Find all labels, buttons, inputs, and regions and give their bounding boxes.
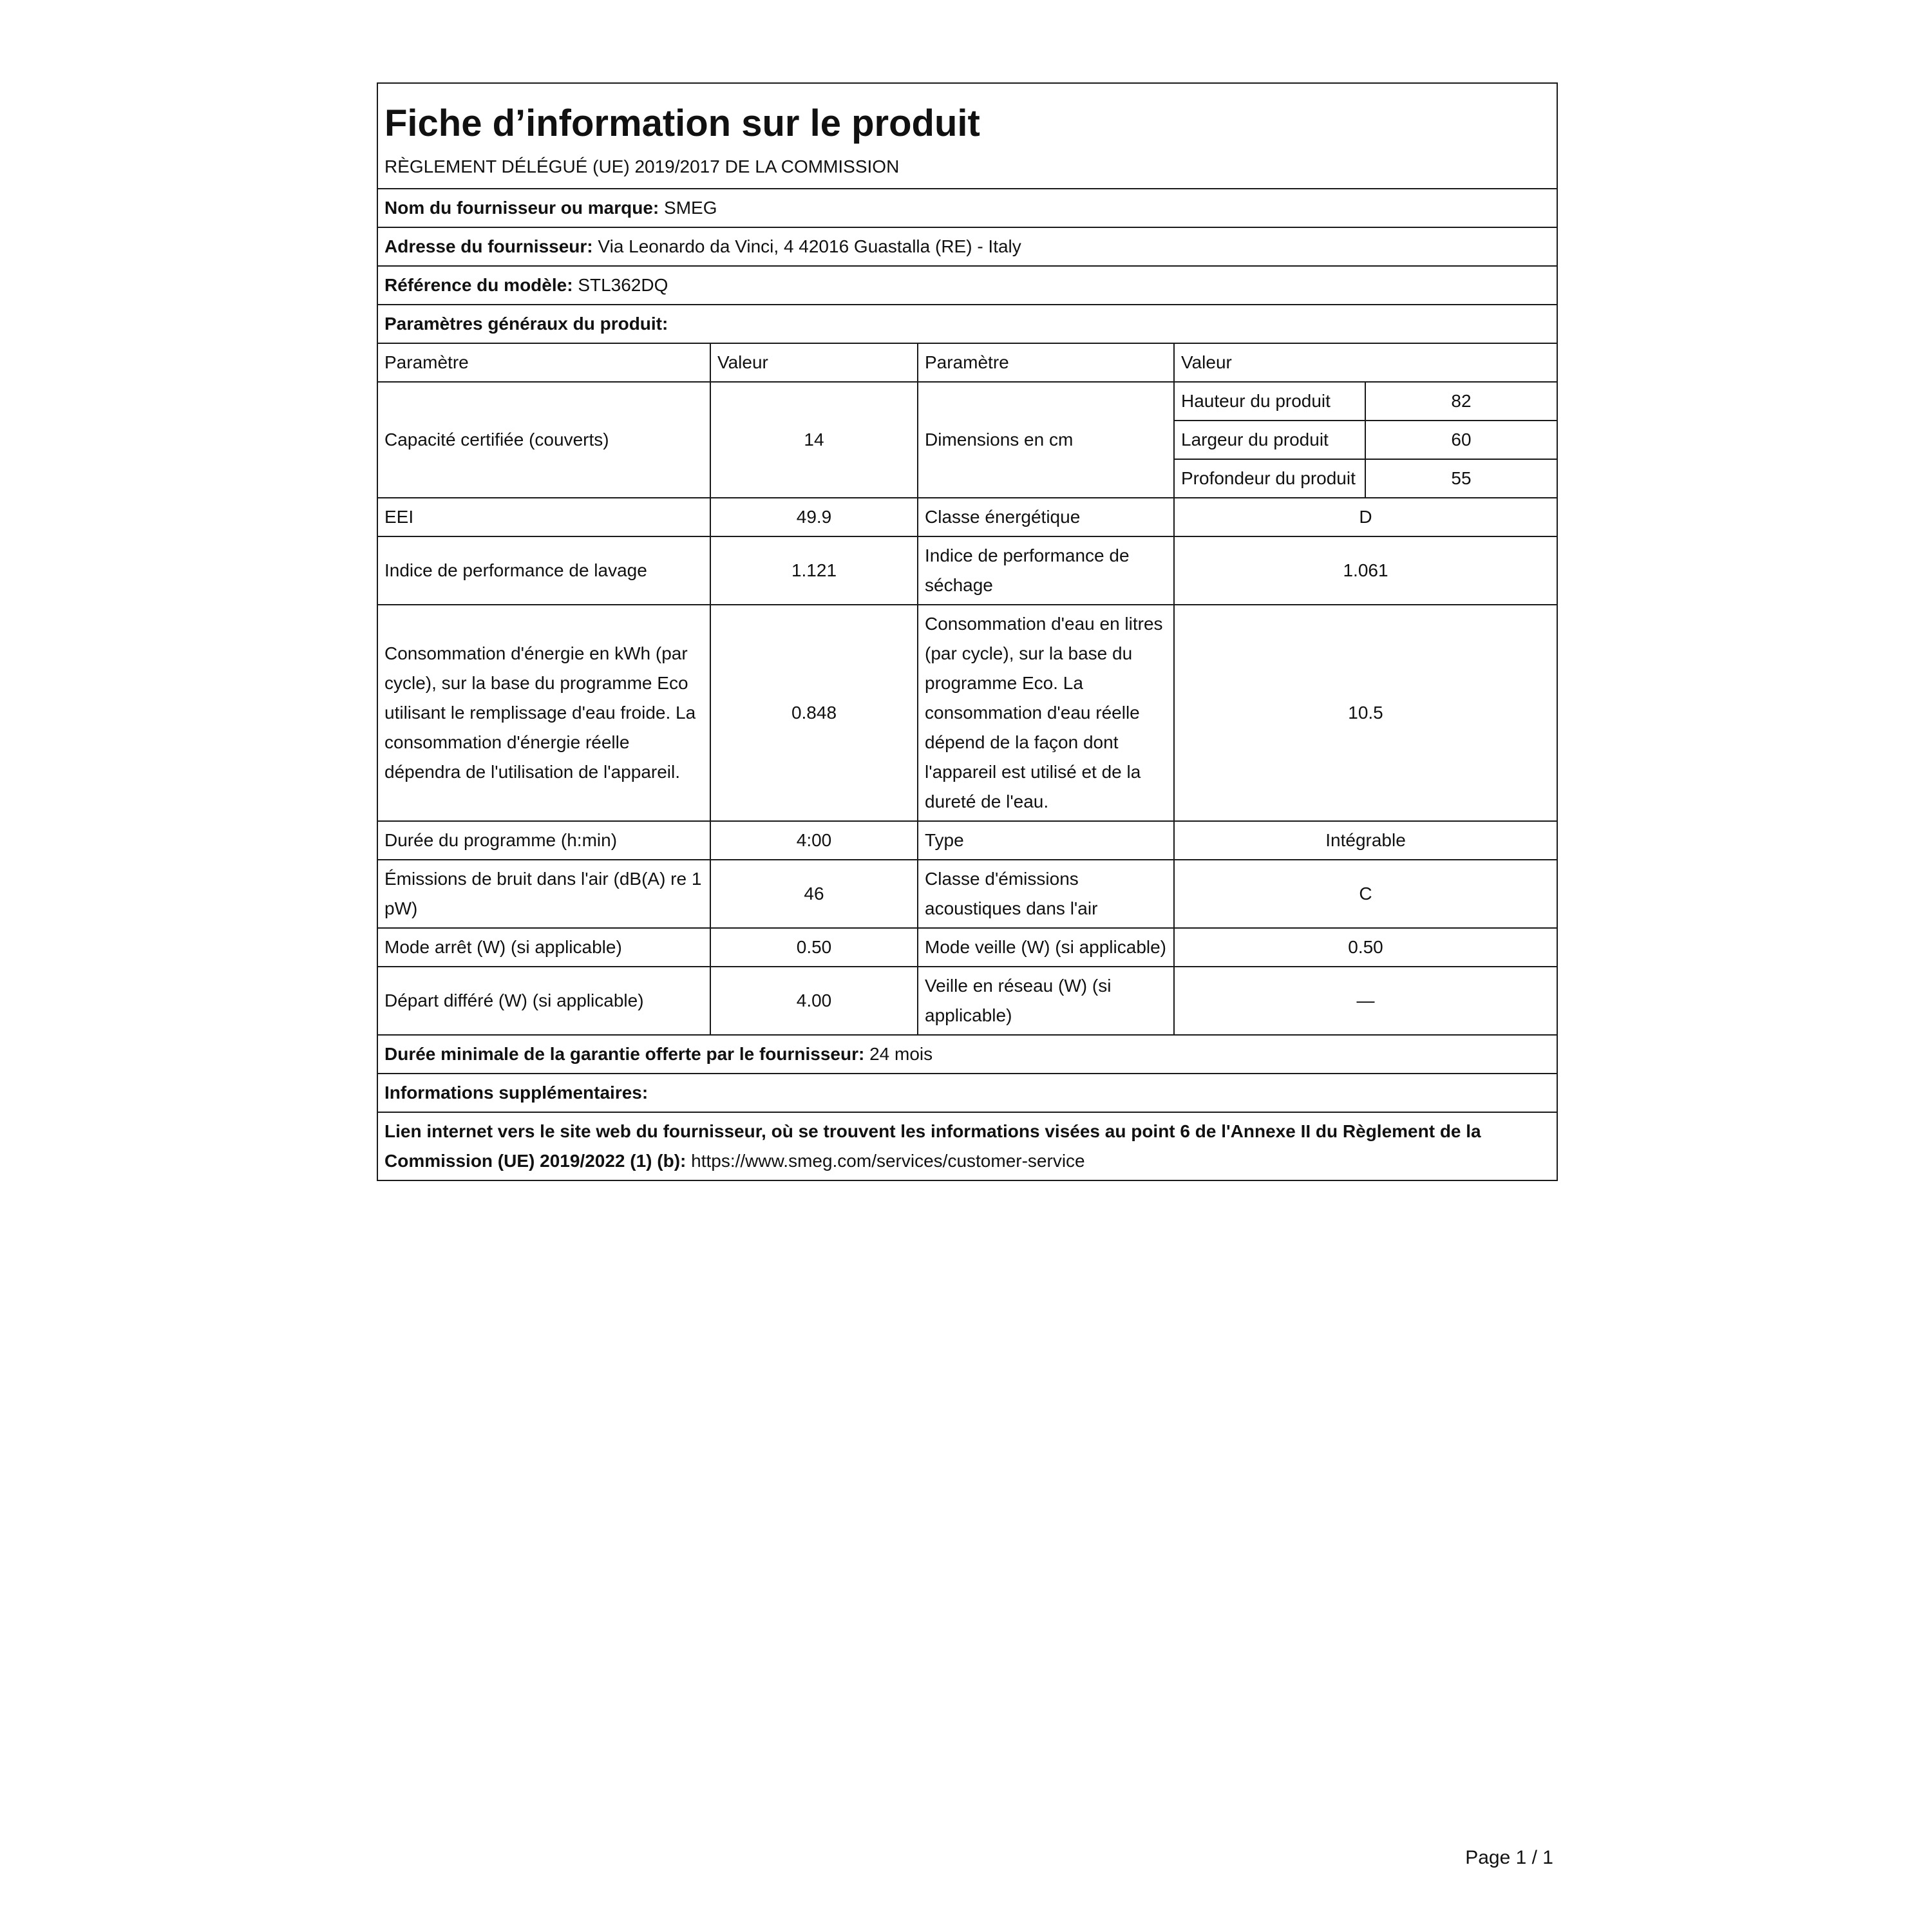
water-consumption-value: 10.5 bbox=[1174, 605, 1557, 821]
supplier-name-label: Nom du fournisseur ou marque: bbox=[384, 198, 659, 218]
capacity-label: Capacité certifiée (couverts) bbox=[377, 382, 710, 498]
width-value: 60 bbox=[1365, 421, 1557, 459]
width-label: Largeur du produit bbox=[1174, 421, 1365, 459]
dimensions-label: Dimensions en cm bbox=[918, 382, 1174, 498]
noise-class-label: Classe d'émissions acoustiques dans l'air bbox=[918, 860, 1174, 928]
general-parameters-label: Paramètres généraux du produit: bbox=[377, 305, 1557, 343]
energy-consumption-value: 0.848 bbox=[710, 605, 918, 821]
general-parameters-row bbox=[377, 305, 1557, 343]
standby-label: Mode veille (W) (si applicable) bbox=[918, 928, 1174, 967]
delay-start-label: Départ différé (W) (si applicable) bbox=[377, 967, 710, 1035]
type-label: Type bbox=[918, 821, 1174, 860]
header-value-2: Valeur bbox=[1174, 343, 1557, 382]
duration-label: Durée du programme (h:min) bbox=[377, 821, 710, 860]
noise-class-value: C bbox=[1174, 860, 1557, 928]
product-information-sheet bbox=[377, 82, 1558, 1181]
document-title: Fiche d’information sur le produit bbox=[384, 102, 980, 144]
header-value-1: Valeur bbox=[710, 343, 918, 382]
wash-index-value: 1.121 bbox=[710, 536, 918, 605]
model-reference-value: STL362DQ bbox=[578, 275, 668, 295]
noise-value: 46 bbox=[710, 860, 918, 928]
supplier-link-row bbox=[377, 1112, 1557, 1180]
header-parameter-2: Paramètre bbox=[918, 343, 1174, 382]
warranty-label: Durée minimale de la garantie offerte par le fournisseur: bbox=[384, 1044, 865, 1064]
type-value: Intégrable bbox=[1174, 821, 1557, 860]
dry-index-label: Indice de performance de séchage bbox=[918, 536, 1174, 605]
noise-label: Émissions de bruit dans l'air (dB(A) re 1 pW) bbox=[377, 860, 710, 928]
eei-label: EEI bbox=[377, 498, 710, 536]
energy-class-value: D bbox=[1174, 498, 1557, 536]
table-header-row bbox=[377, 343, 1557, 382]
supplier-name-value: SMEG bbox=[664, 198, 717, 218]
supplier-address-label: Adresse du fournisseur: bbox=[384, 236, 593, 256]
depth-label: Profondeur du produit bbox=[1174, 459, 1365, 498]
warranty-value: 24 mois bbox=[869, 1044, 933, 1064]
energy-class-label: Classe énergétique bbox=[918, 498, 1174, 536]
height-label: Hauteur du produit bbox=[1174, 382, 1365, 421]
table-row bbox=[377, 498, 1557, 536]
table-row bbox=[377, 967, 1557, 1035]
table-row bbox=[377, 536, 1557, 605]
table-row bbox=[377, 821, 1557, 860]
capacity-value: 14 bbox=[710, 382, 918, 498]
table-row bbox=[377, 860, 1557, 928]
table-row bbox=[377, 605, 1557, 821]
off-mode-label: Mode arrêt (W) (si applicable) bbox=[377, 928, 710, 967]
network-standby-value: — bbox=[1174, 967, 1557, 1035]
regulation-row bbox=[377, 147, 1557, 189]
supplier-link-url[interactable]: https://www.smeg.com/services/customer-service bbox=[691, 1151, 1085, 1171]
energy-consumption-label: Consommation d'énergie en kWh (par cycle), sur la base du programme Eco utilisant le remplissage d'eau froide. La consommation d'énergie réelle dépendra de l'utilisation de l'appareil. bbox=[377, 605, 710, 821]
header-parameter-1: Paramètre bbox=[377, 343, 710, 382]
water-consumption-label: Consommation d'eau en litres (par cycle), sur la base du programme Eco. La consommation d'eau réelle dépend de la façon dont l'appareil est utilisé et de la dureté de l'eau. bbox=[918, 605, 1174, 821]
supplier-name-row bbox=[377, 189, 1557, 227]
dry-index-value: 1.061 bbox=[1174, 536, 1557, 605]
network-standby-label: Veille en réseau (W) (si applicable) bbox=[918, 967, 1174, 1035]
additional-info-row bbox=[377, 1074, 1557, 1112]
model-reference-label: Référence du modèle: bbox=[384, 275, 573, 295]
supplier-link-label: Lien internet vers le site web du fournisseur, où se trouvent les informations visées au point 6 de l'Annexe II du Règlement de la Commission (UE) 2019/2022 (1) (b): bbox=[384, 1121, 1481, 1171]
model-reference-row bbox=[377, 266, 1557, 305]
additional-info-label: Informations supplémentaires: bbox=[377, 1074, 1557, 1112]
page-number: Page 1 / 1 bbox=[1465, 1847, 1553, 1868]
supplier-address-value: Via Leonardo da Vinci, 4 42016 Guastalla (RE) - Italy bbox=[598, 236, 1021, 256]
eei-value: 49.9 bbox=[710, 498, 918, 536]
duration-value: 4:00 bbox=[710, 821, 918, 860]
standby-value: 0.50 bbox=[1174, 928, 1557, 967]
regulation-text: RÈGLEMENT DÉLÉGUÉ (UE) 2019/2017 DE LA COMMISSION bbox=[377, 147, 1557, 189]
title-row bbox=[377, 83, 1557, 147]
wash-index-label: Indice de performance de lavage bbox=[377, 536, 710, 605]
delay-start-value: 4.00 bbox=[710, 967, 918, 1035]
off-mode-value: 0.50 bbox=[710, 928, 918, 967]
height-value: 82 bbox=[1365, 382, 1557, 421]
warranty-row bbox=[377, 1035, 1557, 1074]
supplier-address-row bbox=[377, 227, 1557, 266]
table-row bbox=[377, 928, 1557, 967]
depth-value: 55 bbox=[1365, 459, 1557, 498]
table-row bbox=[377, 382, 1557, 421]
